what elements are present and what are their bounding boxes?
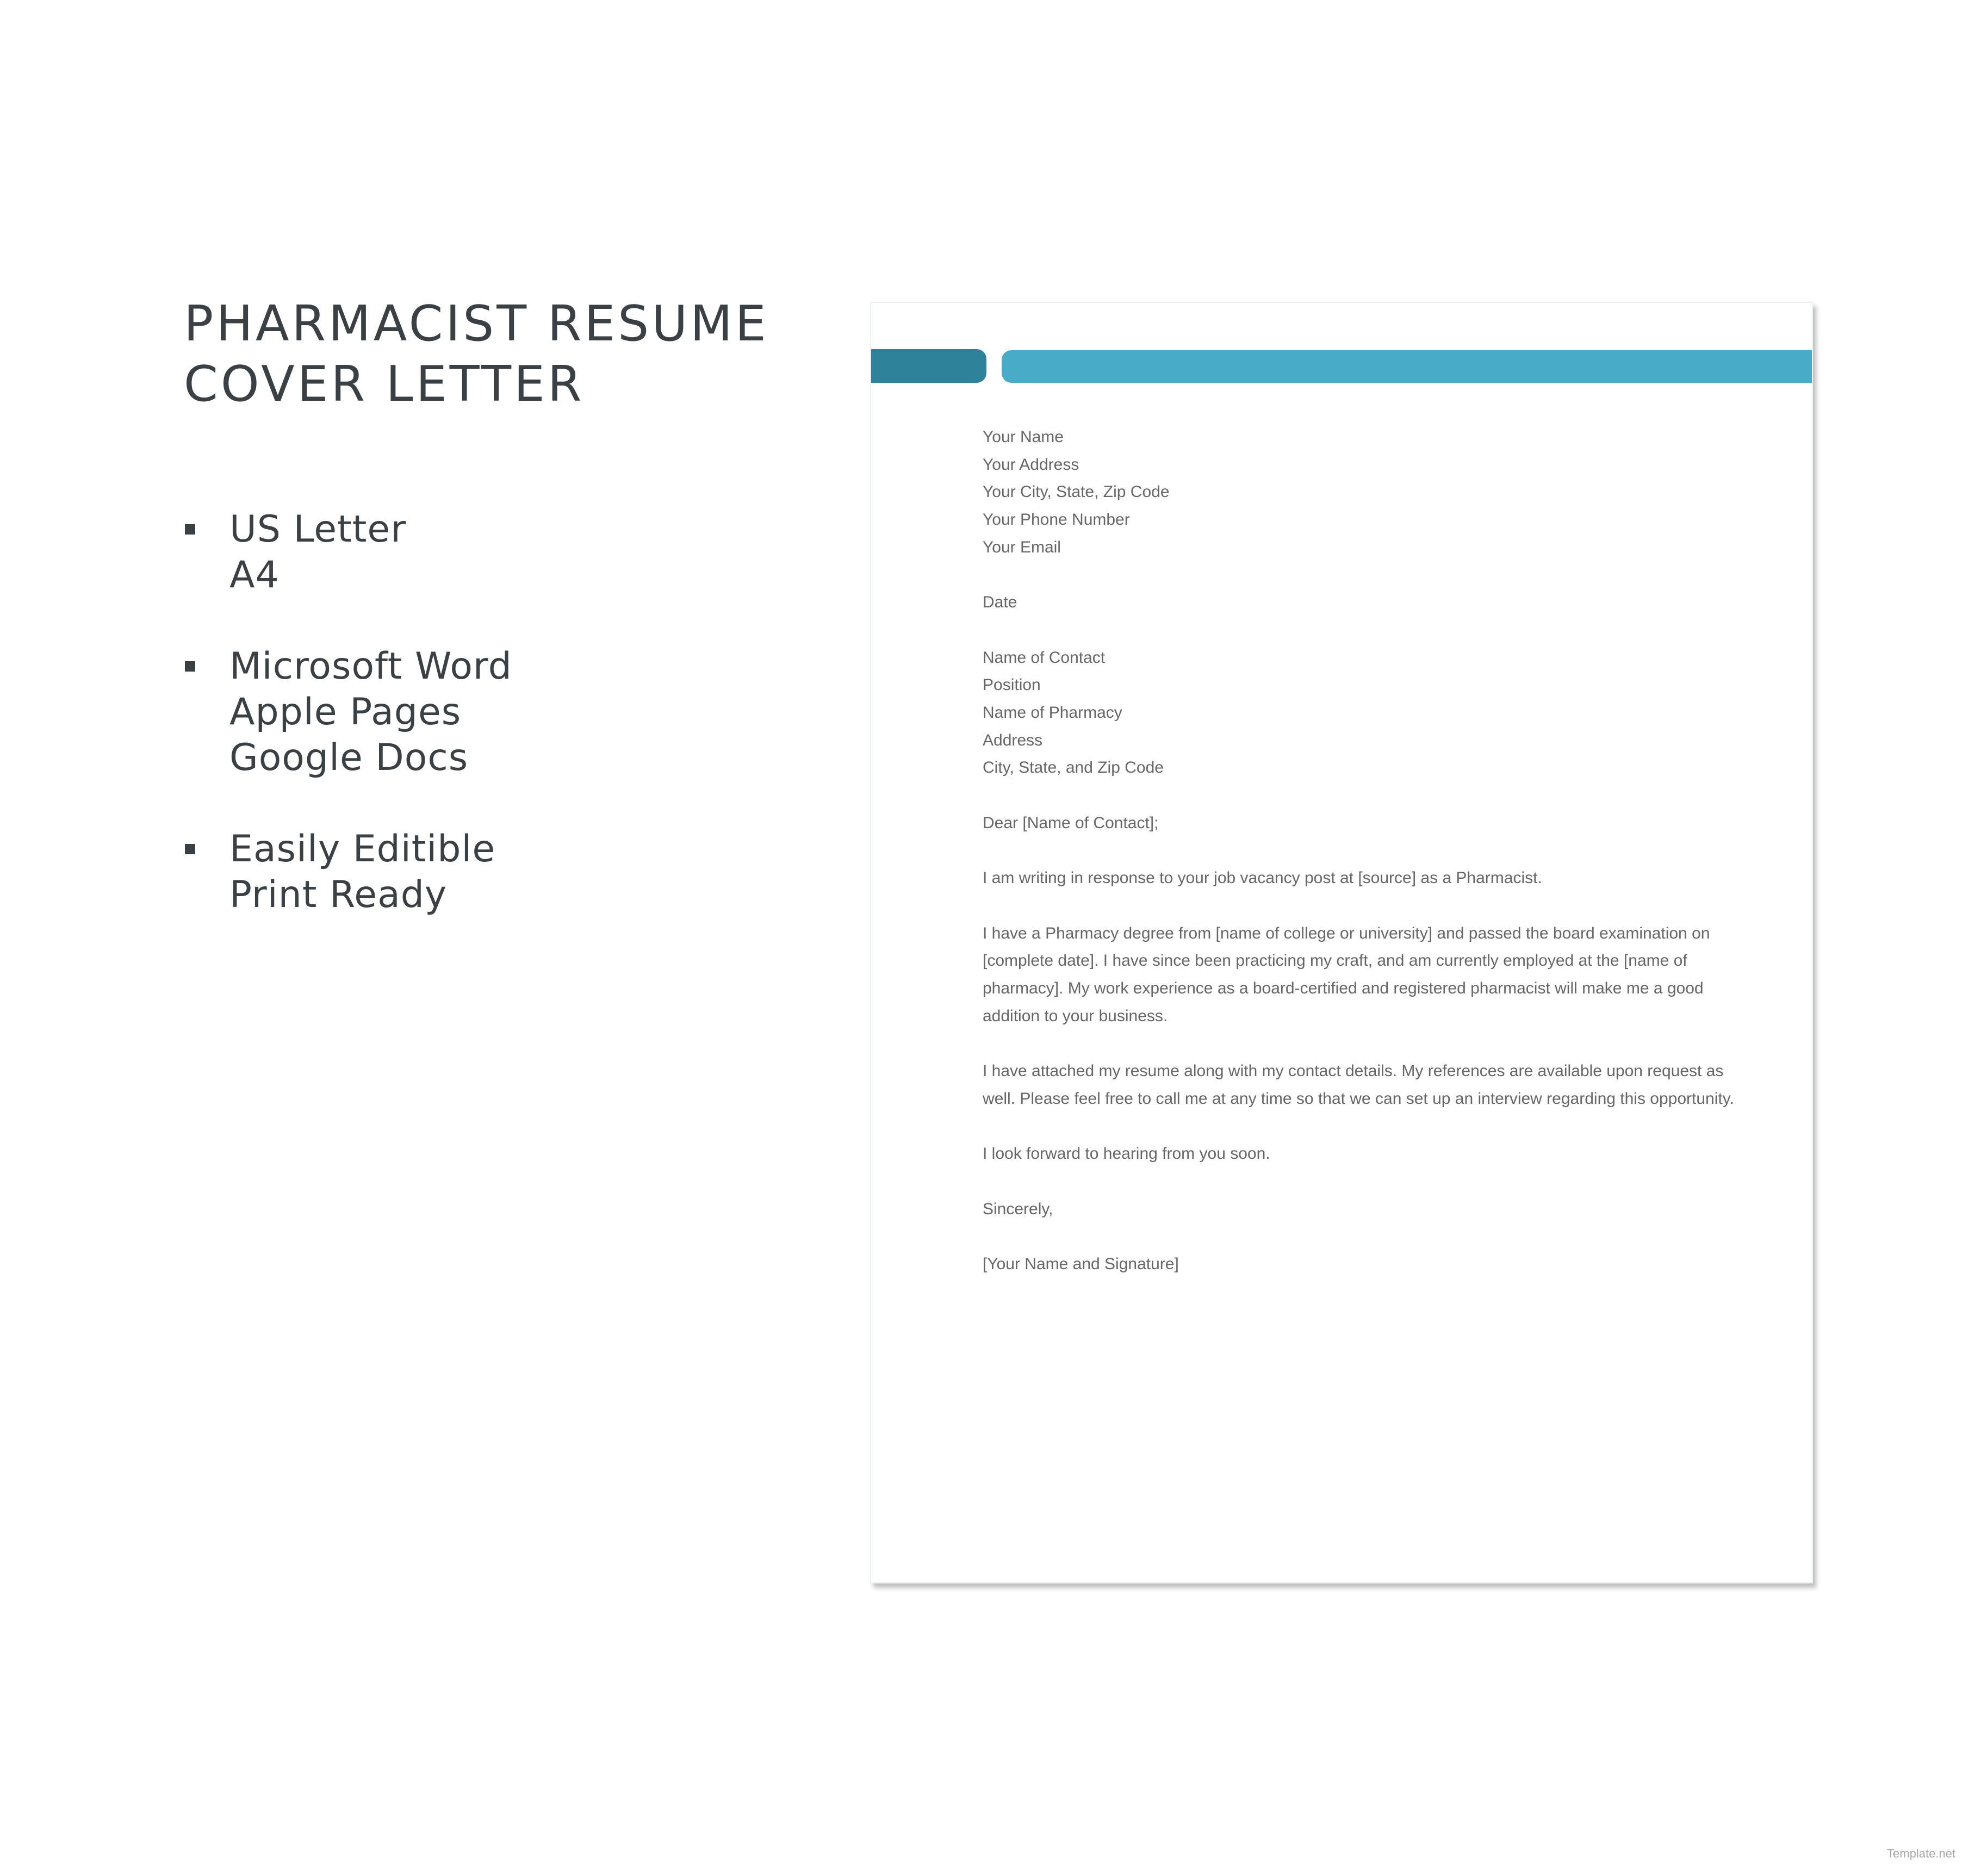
watermark: Template.net bbox=[1887, 1847, 1955, 1860]
recipient-address: Address bbox=[983, 731, 1043, 749]
paragraph-1: I am writing in response to your job vacancy post at [source] as a Pharmacist. bbox=[983, 869, 1542, 887]
letter-body bbox=[983, 424, 1738, 1306]
feature-software bbox=[184, 644, 809, 781]
sender-address: Your Address bbox=[983, 455, 1079, 474]
title-line-2: COVER LETTER bbox=[184, 356, 585, 413]
date-line: Date bbox=[983, 593, 1017, 612]
bullet-square-icon bbox=[185, 524, 195, 535]
recipient-block bbox=[983, 644, 1738, 782]
closing: Sincerely, bbox=[983, 1200, 1053, 1218]
page-title bbox=[184, 294, 809, 414]
feature-line: Print Ready bbox=[229, 873, 448, 916]
sender-email: Your Email bbox=[983, 538, 1061, 556]
product-info bbox=[184, 294, 809, 964]
feature-paper-sizes bbox=[184, 507, 809, 598]
feature-editing bbox=[184, 827, 809, 918]
title-line-1: PHARMACIST RESUME bbox=[184, 295, 769, 352]
paragraph-4: I look forward to hearing from you soon. bbox=[983, 1145, 1270, 1163]
bullet-square-icon bbox=[185, 844, 195, 854]
feature-line: US Letter bbox=[229, 508, 407, 551]
recipient-pharmacy: Name of Pharmacy bbox=[983, 704, 1122, 722]
paragraph-2: I have a Pharmacy degree from [name of college or university] and passed the board examination on [complete date]. I have since been practicing my craft, and am currently employed at the [name of pharmacy]. My work experience as a board-certified and registered pharmacist will make me a good addition to your business. bbox=[983, 924, 1710, 1025]
recipient-position: Position bbox=[983, 676, 1041, 694]
sender-block bbox=[983, 424, 1738, 562]
feature-line: A4 bbox=[229, 554, 280, 597]
feature-list bbox=[184, 507, 809, 918]
feature-line: Easily Editible bbox=[229, 828, 496, 871]
recipient-contact: Name of Contact bbox=[983, 648, 1106, 667]
header-band-light bbox=[1002, 350, 1813, 383]
feature-line: Microsoft Word bbox=[229, 645, 512, 688]
sender-name: Your Name bbox=[983, 428, 1064, 446]
recipient-city: City, State, and Zip Code bbox=[983, 759, 1164, 777]
signature: [Your Name and Signature] bbox=[983, 1254, 1179, 1273]
letter-preview-page bbox=[870, 302, 1813, 1583]
salutation: Dear [Name of Contact]; bbox=[983, 813, 1159, 832]
feature-line: Google Docs bbox=[229, 736, 469, 779]
header-band-dark bbox=[871, 349, 986, 383]
sender-city: Your City, State, Zip Code bbox=[983, 483, 1170, 501]
sender-phone: Your Phone Number bbox=[983, 511, 1130, 529]
bullet-square-icon bbox=[185, 661, 195, 672]
paragraph-3: I have attached my resume along with my contact details. My references are available upon request as well. Please feel free to call me at any time so that we can set up an interview regarding this opportunity. bbox=[983, 1062, 1734, 1108]
feature-line: Apple Pages bbox=[229, 691, 462, 734]
